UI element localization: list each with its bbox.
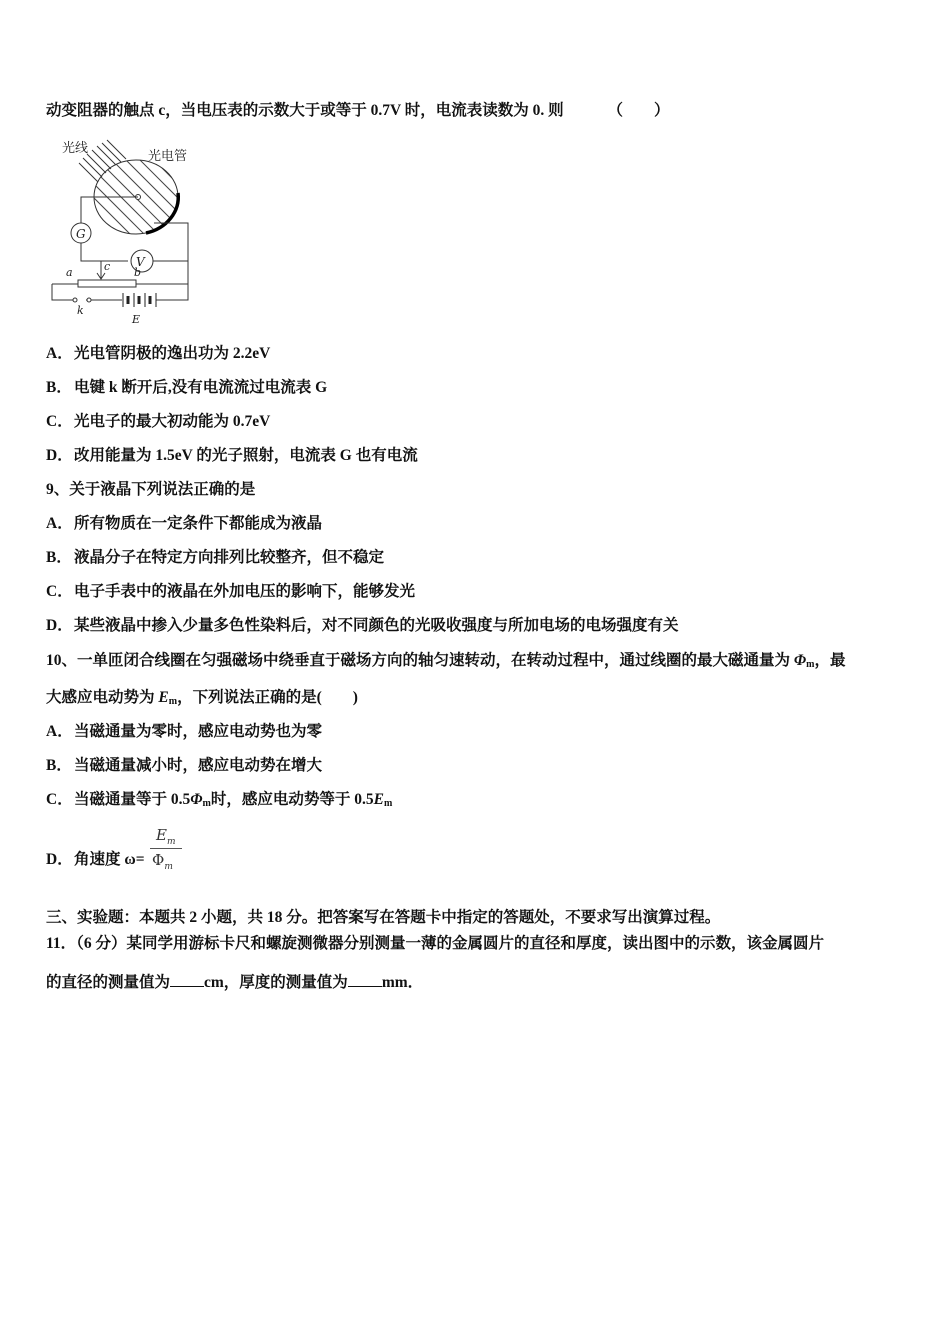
phi-symbol: Φ: [793, 652, 807, 669]
q10-option-d: [46, 850, 145, 870]
q10-option-a: [46, 722, 322, 742]
answer-paren: （ ）: [607, 102, 670, 119]
phototube-circuit-diagram: [46, 138, 198, 326]
option-label: C．: [46, 583, 73, 600]
q8-option-b: [46, 378, 327, 398]
option-label: D．: [46, 851, 73, 868]
option-label: D．: [46, 617, 73, 634]
subscript-m: m: [166, 837, 176, 847]
svg-text:a: a: [66, 266, 73, 279]
option-text: 所有物质在一定条件下都能成为液晶: [74, 515, 323, 532]
option-label: C．: [46, 413, 73, 430]
fraction-numerator: [156, 826, 176, 847]
q11-line2: [46, 972, 423, 993]
option-label: C．: [46, 791, 73, 808]
svg-text:c: c: [104, 260, 111, 273]
q10-stem-text: 10、一单匝闭合线圈在匀强磁场中绕垂直于磁场方向的轴匀速转动，在转动过程中，通过线圈的最大磁通量为: [46, 652, 794, 669]
option-label: B．: [46, 757, 72, 774]
subscript-m: m: [806, 659, 815, 670]
fraction-bar: [150, 848, 182, 849]
option-label: B．: [46, 379, 72, 396]
label-V: V: [136, 255, 145, 269]
subscript-m: m: [202, 798, 211, 809]
phi-symbol: Φ: [190, 791, 203, 808]
q10-stem-line2: [46, 688, 358, 712]
q10-stem-text: ，下列说法正确的是( ): [177, 689, 358, 706]
q9-option-a: [46, 514, 322, 534]
q8-stem-text: 动变阻器的触点 c，当电压表的示数大于或等于 0.7V 时，电流表读数为 0. 则: [46, 102, 564, 119]
q9-option-c: [46, 582, 415, 602]
option-label: D．: [46, 447, 73, 464]
q10-stem-line1: [46, 651, 845, 675]
q11-text: cm，厚度的测量值为: [204, 974, 348, 991]
q11-text: mm．: [381, 974, 424, 991]
label-G: G: [76, 227, 86, 241]
svg-text:k: k: [77, 304, 84, 317]
q10-stem-text: ，最: [814, 652, 846, 669]
q9-option-b: [46, 548, 384, 568]
option-text: 光电子的最大初动能为 0.7eV: [74, 413, 271, 430]
option-label: A．: [46, 723, 73, 740]
q11-text: 的直径的测量值为: [46, 974, 171, 991]
option-text: 改用能量为 1.5eV 的光子照射，电流表 G 也有电流: [74, 447, 418, 464]
omega-fraction: [150, 826, 184, 876]
q11-line1: 11．（6 分）某同学用游标卡尺和螺旋测微器分别测量一薄的金属圆片的直径和厚度，读出图中的示数，该金属圆片: [46, 935, 825, 952]
option-text: 当磁通量为零时，感应电动势也为零: [74, 723, 323, 740]
option-text: 光电管阴极的逸出功为 2.2eV: [74, 345, 271, 362]
option-text: 电子手表中的液晶在外加电压的影响下，能够发光: [74, 583, 416, 600]
section3-heading: 三、实验题：本题共 2 小题，共 18 分。把答案写在答题卡中指定的答题处，不要求写出演算过程。: [46, 909, 721, 926]
q10-option-c: [46, 790, 392, 814]
fraction-denominator: [152, 851, 173, 872]
option-label: A．: [46, 345, 73, 362]
numerator-E: E: [156, 826, 167, 844]
subscript-m: m: [383, 798, 393, 809]
option-label: B．: [46, 549, 72, 566]
subscript-m: m: [164, 862, 173, 872]
option-text: 液晶分子在特定方向排列比较整齐，但不稳定: [74, 549, 385, 566]
q10-option-b: [46, 756, 322, 776]
q9-stem: 9、关于液晶下列说法正确的是: [46, 481, 256, 498]
svg-text:b: b: [134, 266, 142, 279]
label-phototube: 光电管: [148, 149, 188, 164]
subscript-m: m: [168, 696, 178, 707]
q10-stem-text: 大感应电动势为: [46, 689, 159, 706]
option-text: 当磁通量减小时，感应电动势在增大: [74, 757, 323, 774]
option-label: A．: [46, 515, 73, 532]
emf-symbol: E: [158, 689, 169, 706]
option-text: 电键 k 断开后,没有电流流过电流表 G: [74, 379, 328, 396]
q9-option-d: [46, 616, 679, 636]
answer-blank-diameter[interactable]: [170, 972, 204, 987]
option-text: 角速度 ω=: [74, 851, 145, 868]
q8-option-c: [46, 412, 270, 432]
q8-option-d: [46, 446, 418, 466]
denominator-phi: Φ: [152, 851, 165, 869]
q8-option-a: [46, 344, 270, 364]
emf-symbol: E: [373, 791, 384, 808]
option-text: 某些液晶中掺入少量多色性染料后，对不同颜色的光吸收强度与所加电场的电场强度有关: [74, 617, 679, 634]
label-light: 光线: [62, 141, 89, 156]
answer-blank-thickness[interactable]: [348, 972, 382, 987]
q8-stem-continuation: [46, 101, 670, 121]
option-text: 当磁通量等于 0.5: [74, 791, 191, 808]
svg-text:E: E: [132, 313, 141, 326]
option-text: 时，感应电动势等于 0.5: [210, 791, 374, 808]
